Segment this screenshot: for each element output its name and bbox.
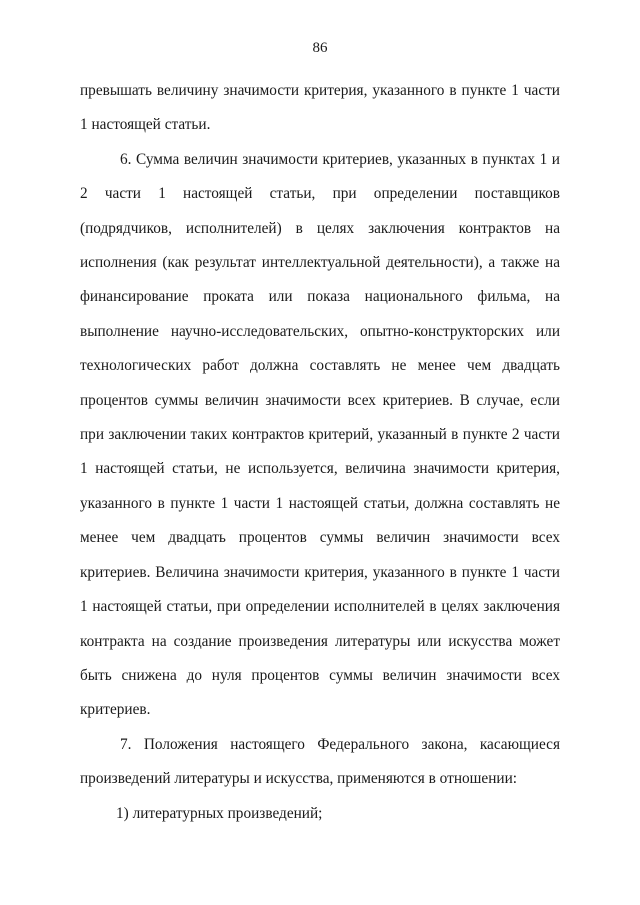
- paragraph-7: 7. Положения настоящего Федерального закона, касающиеся произведений литературы и искусства, применяются в отношении:: [80, 735, 560, 788]
- paragraph-6: 6. Сумма величин значимости критериев, указанных в пунктах 1 и 2 части 1 настоящей статьи, при определении поставщиков (подрядчиков, исполнителей) в целях заключения контрактов на исполнения (как результат интеллектуальной деятельности), а также на финансирование проката или показа национального фильма, на выполнение научно-исследовательских, опытно-конструкторских или технологических работ должна составлять не менее чем двадцать процентов суммы величин значимости всех критериев. В случае, если при заключении таких контрактов критерий, указанный в пункте 2 части 1 настоящей статьи, не используется, величина значимости критерия, указанного в пункте 1 части 1 настоящей статьи, должна составлять не менее чем двадцать процентов суммы величин значимости всех критериев. Величина значимости критерия, указанного в пункте 1 части 1 настоящей статьи, при определении исполнителей в целях заключения контракта на создание произведения литературы или искусства может быть снижена до нуля процентов суммы величин значимости всех критериев.: [80, 150, 560, 719]
- paragraph-continuation: превышать величину значимости критерия, указанного в пункте 1 части 1 настоящей статьи.: [80, 82, 560, 134]
- page-number: 86: [312, 40, 328, 56]
- list-item-1: 1) литературных произведений;: [116, 804, 323, 822]
- document-body: [80, 74, 560, 831]
